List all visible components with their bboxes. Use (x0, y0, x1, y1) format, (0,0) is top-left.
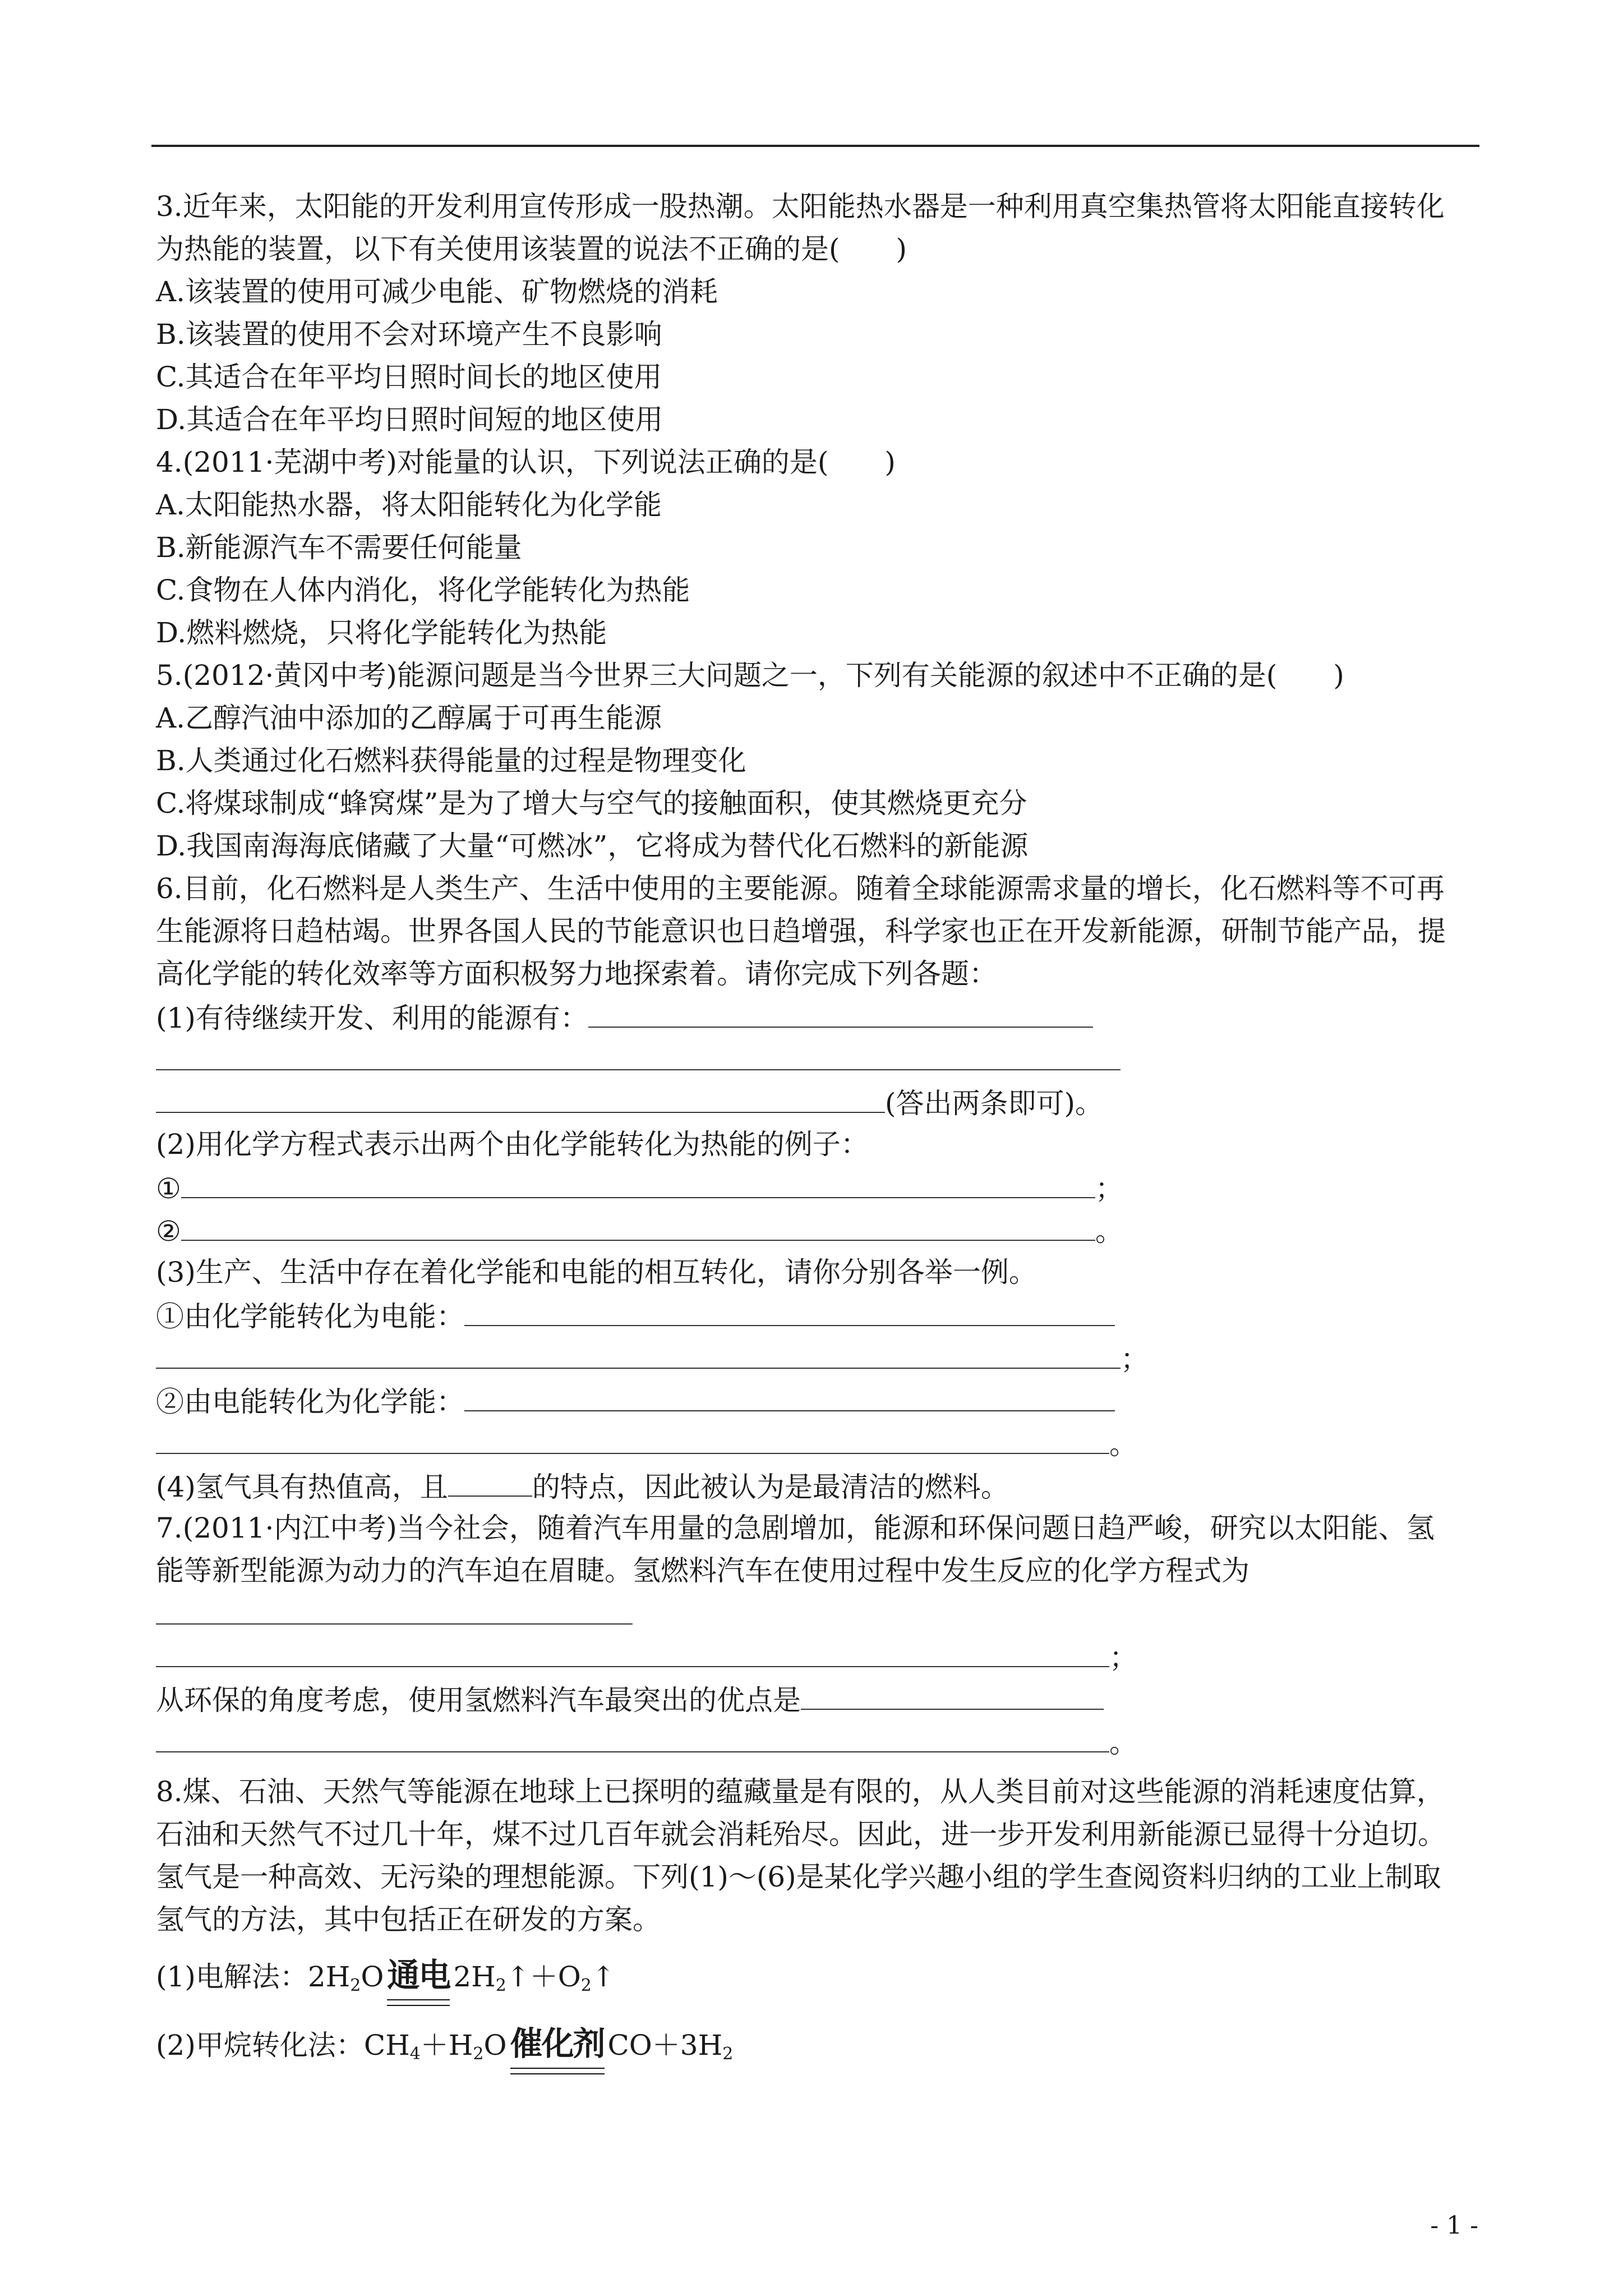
answer-blank[interactable] (156, 1336, 1121, 1369)
page-number: - 1 - (1430, 2211, 1478, 2240)
document-body (156, 185, 1479, 2078)
q4-option-d: D.燃料燃烧，只将化学能转化为热能 (156, 616, 607, 649)
q8-stem-line1: 8.煤、石油、天然气等能源在地球上已探明的蕴藏量是有限的，从人类目前对这些能源的消耗速度估算， (156, 1775, 1445, 1808)
answer-blank[interactable] (181, 1166, 1095, 1198)
q6-stem-line1: 6.目前，化石燃料是人类生产、生活中使用的主要能源。随着全球能源需求量的增长，化石燃料等不可再 (156, 872, 1445, 905)
q6-part2-eq2: ② 。 (156, 1208, 1479, 1251)
q4-option-b: B.新能源汽车不需要任何能量 (156, 531, 522, 564)
answer-blank[interactable] (156, 1720, 1109, 1752)
q6-part3a: ①由化学能转化为电能： (156, 1294, 1479, 1336)
answer-blank[interactable] (464, 1379, 1115, 1411)
q4-option-c: C.食物在人体内消化，将化学能转化为热能 (156, 574, 690, 606)
q7-advantage: 从环保的角度考虑，使用氢燃料汽车最突出的优点是 (156, 1677, 1479, 1720)
q3-option-c: C.其适合在年平均日照时间长的地区使用 (156, 361, 662, 393)
q7-blank-line2: ； (156, 1635, 1479, 1677)
q6-stem-line2: 生能源将日趋枯竭。世界各国人民的节能意识也日趋增强，科学家也正在开发新能源，研制节能产品，提 (156, 915, 1446, 947)
q8-method-methane: (2)甲烷转化法：$CH_4+H_2O$ 催化剂 $CO+3H_2$ (156, 2009, 1479, 2078)
q6-stem-line3: 高化学能的转化效率等方面积极努力地探索着。请你完成下列各题： (156, 958, 997, 990)
answer-blank[interactable] (801, 1677, 1104, 1710)
q6-part2: (2)用化学方程式表示出两个由化学能转化为热能的例子： (156, 1128, 869, 1161)
q5-option-c: C.将煤球制成“蜂窝煤”是为了增大与空气的接触面积，使其燃烧更充分 (156, 787, 1027, 820)
q4-option-a: A.太阳能热水器，将太阳能转化为化学能 (156, 489, 662, 521)
q6-part3: (3)生产、生活中存在着化学能和电能的相互转化，请你分别各举一例。 (156, 1256, 1037, 1289)
q8-stem-line2: 石油和天然气不过几十年，煤不过几百年就会消耗殆尽。因此，进一步开发利用新能源已显得十分迫切。 (156, 1818, 1446, 1851)
q3-stem-line2: 为热能的装置，以下有关使用该装置的说法不正确的是( ) (156, 233, 907, 265)
q6-part3b-cont: 。 (156, 1421, 1479, 1464)
q4-stem: 4.(2011·芜湖中考)对能量的认识，下列说法正确的是( ) (156, 446, 896, 478)
q6-part3a-cont: ； (156, 1336, 1479, 1379)
reaction-condition: 催化剂 (510, 2009, 605, 2078)
q6-part3b: ②由电能转化为化学能： (156, 1379, 1479, 1421)
header-rule (151, 145, 1479, 147)
q5-option-d: D.我国南海海底储藏了大量“可燃冰”，它将成为替代化石燃料的新能源 (156, 830, 1029, 862)
q5-stem: 5.(2012·黄冈中考)能源问题是当今世界三大问题之一，下列有关能源的叙述中不正确的是( ) (156, 659, 1344, 692)
q6-part2-eq1: ① ； (156, 1166, 1479, 1208)
q7-stem-line1: 7.(2011·内江中考)当今社会，随着汽车用量的急剧增加，能源和环保问题日趋严峻，研究以太阳能、氢 (156, 1512, 1435, 1544)
q3-option-a: A.该装置的使用可减少电能、矿物燃烧的消耗 (156, 275, 718, 308)
q8-method-electrolysis: (1)电解法：$2H_2O$ 通电 $2H_2↑+O_2↑$ (156, 1941, 1479, 2009)
q7-blank-line1 (156, 1592, 1479, 1635)
q5-option-a: A.乙醇汽油中添加的乙醇属于可再生能源 (156, 702, 662, 734)
q3-option-b: B.该装置的使用不会对环境产生不良影响 (156, 318, 662, 351)
answer-blank[interactable] (588, 995, 1093, 1028)
q6-part4: (4)氢气具有热值高，且 的特点，因此被认为是最清洁的燃料。 (156, 1464, 1479, 1507)
answer-blank[interactable] (448, 1464, 532, 1497)
q7-blank-line3: 。 (156, 1720, 1479, 1763)
reaction-condition: 通电 (387, 1941, 450, 2009)
answer-blank[interactable] (156, 1635, 1109, 1667)
q6-part1-cont (156, 1038, 1479, 1080)
q8-stem-line4: 氢气的方法，其中包括正在研发的方案。 (156, 1903, 661, 1936)
q3-option-d: D.其适合在年平均日照时间短的地区使用 (156, 403, 663, 436)
q3-stem-line1: 3.近年来，太阳能的开发利用宣传形成一股热潮。太阳能热水器是一种利用真空集热管将太阳能直接转化 (156, 190, 1445, 223)
answer-blank[interactable] (464, 1294, 1115, 1326)
q7-stem-line2: 能等新型能源为动力的汽车迫在眉睫。氢燃料汽车在使用过程中发生反应的化学方程式为 (156, 1554, 1249, 1587)
q8-stem-line3: 氢气是一种高效、无污染的理想能源。下列(1)～(6)是某化学兴趣小组的学生查阅资料归纳的工业上制取 (156, 1861, 1441, 1893)
q6-part1: (1)有待继续开发、利用的能源有： (156, 995, 1479, 1038)
q5-option-b: B.人类通过化石燃料获得能量的过程是物理变化 (156, 744, 746, 777)
answer-blank[interactable] (156, 1038, 1121, 1070)
answer-blank[interactable] (156, 1421, 1109, 1454)
answer-blank[interactable] (156, 1592, 633, 1625)
answer-blank[interactable] (156, 1080, 885, 1113)
q6-part1-end: (答出两条即可)。 (156, 1080, 1479, 1123)
answer-blank[interactable] (181, 1208, 1095, 1241)
